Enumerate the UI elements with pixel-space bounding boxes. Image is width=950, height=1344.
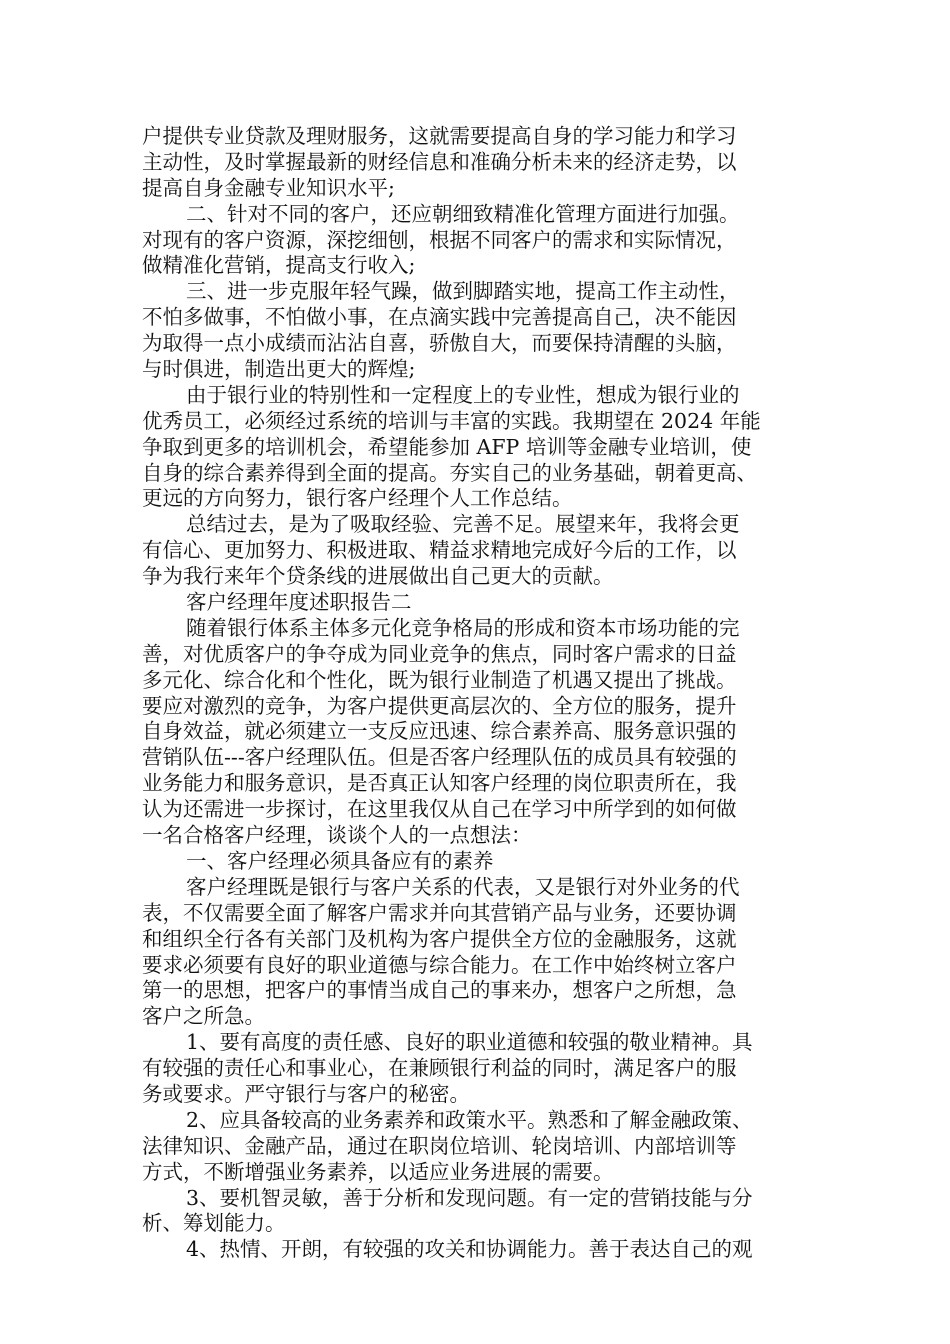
text-line: 表，不仅需要全面了解客户需求并向其营销产品与业务，还要协调 <box>142 900 737 925</box>
text-line: 营销队伍---客户经理队伍。但是否客户经理队伍的成员具有较强的 <box>142 745 737 770</box>
text-line: 析、筹划能力。 <box>142 1211 286 1236</box>
text-line: 一、客户经理必须具备应有的素养 <box>186 848 494 873</box>
text-line: 客户之所急。 <box>142 1004 265 1029</box>
text-line: 法律知识、金融产品，通过在职岗位培训、轮岗培训、内部培训等 <box>142 1133 737 1158</box>
text-line: 业务能力和服务意识，是否真正认知客户经理的岗位职责所在，我 <box>142 771 737 796</box>
text-line: 为取得一点小成绩而沾沾自喜，骄傲自大，而要保持清醒的头脑， <box>142 331 737 356</box>
text-line: 3、要机智灵敏，善于分析和发现问题。有一定的营销技能与分 <box>186 1185 753 1210</box>
text-line: 二、针对不同的客户，还应朝细致精准化管理方面进行加强。 <box>186 201 740 226</box>
text-line: 由于银行业的特别性和一定程度上的专业性，想成为银行业的 <box>186 382 740 407</box>
text-line: 优秀员工，必须经过系统的培训与丰富的实践。我期望在 2024 年能 <box>142 408 761 433</box>
text-line: 有较强的责任心和事业心，在兼顾银行利益的同时，满足客户的服 <box>142 1056 737 1081</box>
text-line: 提高自身金融专业知识水平; <box>142 175 395 200</box>
text-line: 1、要有高度的责任感、良好的职业道德和较强的敬业精神。具 <box>186 1030 753 1055</box>
text-line: 认为还需进一步探讨，在这里我仅从自己在学习中所学到的如何做 <box>142 797 737 822</box>
text-line: 务或要求。严守银行与客户的秘密。 <box>142 1081 470 1106</box>
text-line: 有信心、更加努力、积极进取、精益求精地完成好今后的工作，以 <box>142 538 737 563</box>
text-line: 主动性，及时掌握最新的财经信息和准确分析未来的经济走势，以 <box>142 149 737 174</box>
text-line: 第一的思想，把客户的事情当成自己的事来办，想客户之所想，急 <box>142 978 737 1003</box>
text-line: 总结过去，是为了吸取经验、完善不足。展望来年，我将会更 <box>186 512 740 537</box>
text-line: 要应对激烈的竞争，为客户提供更高层次的、全方位的服务，提升 <box>142 693 737 718</box>
text-line: 争为我行来年个贷条线的进展做出自己更大的贡献。 <box>142 564 614 589</box>
text-line: 2、应具备较高的业务素养和政策水平。熟悉和了解金融政策、 <box>186 1107 753 1132</box>
text-line: 对现有的客户资源，深挖细刨，根据不同客户的需求和实际情况， <box>142 227 737 252</box>
text-line: 客户经理既是银行与客户关系的代表，又是银行对外业务的代 <box>186 874 740 899</box>
text-line: 与时俱进，制造出更大的辉煌; <box>142 357 416 382</box>
text-line: 4、热情、开朗，有较强的攻关和协调能力。善于表达自己的观 <box>186 1237 753 1262</box>
text-line: 随着银行体系主体多元化竞争格局的形成和资本市场功能的完 <box>186 615 740 640</box>
text-line: 户提供专业贷款及理财服务，这就需要提高自身的学习能力和学习 <box>142 124 737 148</box>
text-line: 不怕多做事，不怕做小事，在点滴实践中完善提高自己，决不能因 <box>142 305 737 330</box>
text-line: 自身效益，就必须建立一支反应迅速、综合素养高、服务意识强的 <box>142 719 737 744</box>
text-line: 多元化、综合化和个性化，既为银行业制造了机遇又提出了挑战。 <box>142 667 737 692</box>
document-page <box>142 124 812 1263</box>
text-line: 客户经理年度述职报告二 <box>186 590 412 615</box>
text-line: 争取到更多的培训机会，希望能参加 AFP 培训等金融专业培训，使 <box>142 434 752 459</box>
text-line: 和组织全行各有关部门及机构为客户提供全方位的金融服务，这就 <box>142 926 737 951</box>
text-line: 一名合格客户经理，谈谈个人的一点想法： <box>142 823 532 848</box>
text-line: 要求必须要有良好的职业道德与综合能力。在工作中始终树立客户 <box>142 952 737 977</box>
text-line: 自身的综合素养得到全面的提高。夯实自己的业务基础，朝着更高、 <box>142 460 757 485</box>
text-line: 三、进一步克服年轻气躁，做到脚踏实地，提高工作主动性， <box>186 279 740 304</box>
text-line: 方式，不断增强业务素养，以适应业务进展的需要。 <box>142 1159 614 1184</box>
text-line: 更远的方向努力，银行客户经理个人工作总结。 <box>142 486 573 511</box>
text-line: 善，对优质客户的争夺成为同业竞争的焦点，同时客户需求的日益 <box>142 641 737 666</box>
text-line: 做精准化营销，提高支行收入; <box>142 253 416 278</box>
